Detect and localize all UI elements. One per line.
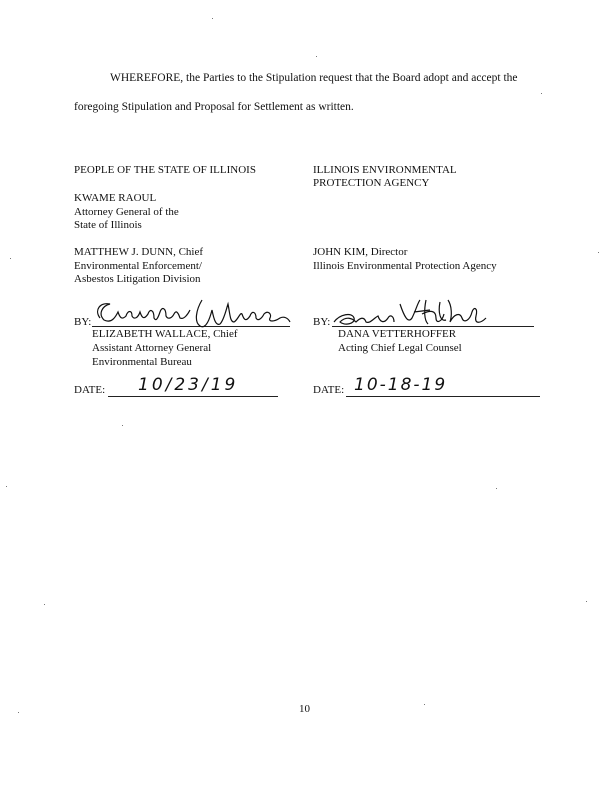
page-number: 10 <box>299 703 310 715</box>
intro-line-2: foregoing Stipulation and Proposal for Settlement as written. <box>74 101 354 113</box>
right-signer-title: Acting Chief Legal Counsel <box>338 342 462 354</box>
director-title: Illinois Environmental Protection Agency <box>313 260 497 272</box>
right-signer-name: DANA VETTERHOFFER <box>338 328 457 340</box>
right-date-line <box>346 396 540 397</box>
chief-title-2: Asbestos Litigation Division <box>74 273 201 285</box>
left-signer-title-2: Environmental Bureau <box>92 356 192 368</box>
scan-speck <box>6 486 7 487</box>
scan-speck <box>598 252 599 253</box>
attorney-general-title-1: Attorney General of the <box>74 206 179 218</box>
right-by-label: BY: <box>313 316 331 328</box>
scan-speck <box>316 56 317 57</box>
left-date-line <box>108 396 278 397</box>
scan-speck <box>10 258 11 259</box>
scan-speck <box>541 93 542 94</box>
left-date-value: 10/23/19 <box>138 375 239 395</box>
right-party-line-1: ILLINOIS ENVIRONMENTAL <box>313 164 457 176</box>
left-signer-title-1: Assistant Attorney General <box>92 342 212 354</box>
left-signer-name: ELIZABETH WALLACE, Chief <box>92 328 238 340</box>
chief-name: MATTHEW J. DUNN, Chief <box>74 246 204 258</box>
scan-speck <box>424 704 425 705</box>
scan-speck <box>496 488 497 489</box>
scan-speck <box>44 604 45 605</box>
scan-speck <box>212 18 213 19</box>
left-date-label: DATE: <box>74 384 106 396</box>
left-party-name: PEOPLE OF THE STATE OF ILLINOIS <box>74 164 256 176</box>
scan-speck <box>586 601 587 602</box>
attorney-general-title-2: State of Illinois <box>74 219 142 231</box>
left-by-label: BY: <box>74 316 92 328</box>
director-name: JOHN KIM, Director <box>313 246 408 258</box>
scan-speck <box>18 712 19 713</box>
attorney-general-name: KWAME RAOUL <box>74 192 157 204</box>
right-date-value: 10-18-19 <box>354 375 448 395</box>
scan-speck <box>122 425 123 426</box>
intro-line-1: WHEREFORE, the Parties to the Stipulation request that the Board adopt and accept the <box>110 72 518 84</box>
right-party-line-2: PROTECTION AGENCY <box>313 177 430 189</box>
chief-title-1: Environmental Enforcement/ <box>74 260 202 272</box>
right-date-label: DATE: <box>313 384 345 396</box>
